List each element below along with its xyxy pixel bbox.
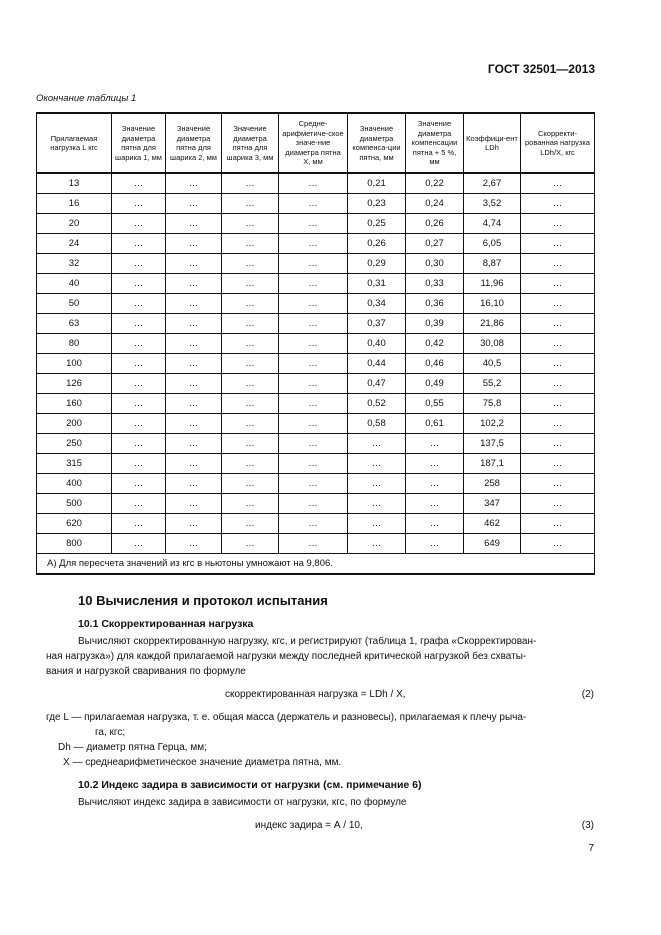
table-cell: … <box>166 294 222 314</box>
table-cell: … <box>222 173 279 194</box>
table-cell: … <box>222 414 279 434</box>
table-cell: 0,39 <box>406 314 464 334</box>
table-row <box>37 214 595 234</box>
table-cell: … <box>166 494 222 514</box>
table-cell: … <box>166 234 222 254</box>
paragraph: ная нагрузка») для каждой прилагаемой нагрузки между последней критической нагрузкой без схваты- <box>46 651 527 662</box>
table-cell: … <box>521 434 595 454</box>
column-header: Значение диаметра пятна для шарика 1, мм <box>112 113 166 173</box>
table-row <box>37 254 595 274</box>
table-cell: … <box>348 454 406 474</box>
table-cell: … <box>222 354 279 374</box>
table-cell: … <box>348 534 406 554</box>
table-cell: 102,2 <box>464 414 521 434</box>
subsection-title: 10.1 Скорректированная нагрузка <box>78 618 254 630</box>
table-cell: … <box>222 194 279 214</box>
formula-number: (2) <box>581 689 594 700</box>
formula-row <box>36 687 594 702</box>
table-cell: 0,46 <box>406 354 464 374</box>
table-cell: … <box>279 374 348 394</box>
table-row <box>37 374 595 394</box>
table-row <box>37 494 595 514</box>
table-cell: … <box>521 194 595 214</box>
table-cell: 126 <box>37 374 112 394</box>
table-cell: … <box>279 173 348 194</box>
table-cell: … <box>521 314 595 334</box>
table-cell: … <box>112 534 166 554</box>
table-cell: 0,47 <box>348 374 406 394</box>
table-cell: 0,31 <box>348 274 406 294</box>
table-row <box>37 314 595 334</box>
document-header: ГОСТ 32501—2013 <box>487 62 595 76</box>
table-cell: … <box>521 294 595 314</box>
table-cell: … <box>279 194 348 214</box>
table-cell: 13 <box>37 173 112 194</box>
table-cell: 75,8 <box>464 394 521 414</box>
table-cell: … <box>222 434 279 454</box>
table-row <box>37 334 595 354</box>
table-cell: 200 <box>37 414 112 434</box>
table-cell: … <box>166 414 222 434</box>
table-cell: … <box>222 234 279 254</box>
table-cell: … <box>279 294 348 314</box>
table-cell: 80 <box>37 334 112 354</box>
table-cell: … <box>112 254 166 274</box>
table-cell: … <box>222 294 279 314</box>
table-cell: … <box>406 454 464 474</box>
table-cell: … <box>521 534 595 554</box>
table-cell: 30,08 <box>464 334 521 354</box>
table-cell: … <box>112 434 166 454</box>
definition: X — среднеарифметическое значение диаметра пятна, мм. <box>63 757 342 768</box>
table-cell: 3,52 <box>464 194 521 214</box>
table-cell: … <box>166 374 222 394</box>
table-cell: … <box>112 354 166 374</box>
table-cell: 4,74 <box>464 214 521 234</box>
column-header: Скорректи-рованная нагрузка LDh/X, кгс <box>521 113 595 173</box>
table-cell: 315 <box>37 454 112 474</box>
table-cell: … <box>222 514 279 534</box>
table-cell: … <box>112 194 166 214</box>
table-cell: 0,26 <box>348 234 406 254</box>
table-cell: 620 <box>37 514 112 534</box>
table-cell: … <box>279 214 348 234</box>
table-cell: … <box>112 374 166 394</box>
table-cell: 160 <box>37 394 112 414</box>
table-cell: … <box>222 394 279 414</box>
table-cell: … <box>279 414 348 434</box>
table-cell: 0,23 <box>348 194 406 214</box>
table-cell: … <box>166 173 222 194</box>
data-table <box>36 112 595 575</box>
table-cell: 0,49 <box>406 374 464 394</box>
document-body <box>36 112 594 856</box>
table-cell: … <box>112 274 166 294</box>
table-row <box>37 173 595 194</box>
formula-number: (3) <box>581 820 594 831</box>
table-cell: … <box>222 254 279 274</box>
table-cell: … <box>521 334 595 354</box>
table-cell: … <box>112 454 166 474</box>
table-cell: … <box>222 494 279 514</box>
table-cell: 8,87 <box>464 254 521 274</box>
table-cell: … <box>406 434 464 454</box>
table-cell: … <box>521 454 595 474</box>
definition: Dh — диаметр пятна Герца, мм; <box>58 742 207 753</box>
table-cell: … <box>166 514 222 534</box>
table-cell: 462 <box>464 514 521 534</box>
table-row <box>37 294 595 314</box>
table-cell: … <box>112 414 166 434</box>
table-cell: … <box>166 474 222 494</box>
table-cell: … <box>279 534 348 554</box>
table-cell: 0,30 <box>406 254 464 274</box>
column-header: Значение диаметра компенса-ции пятна, мм <box>348 113 406 173</box>
column-header: Коэффици-ент LDh <box>464 113 521 173</box>
table-cell: 0,36 <box>406 294 464 314</box>
section-title: 10 Вычисления и протокол испытания <box>78 593 328 608</box>
table-row <box>37 394 595 414</box>
table-cell: … <box>166 314 222 334</box>
table-cell: … <box>166 214 222 234</box>
table-cell: … <box>521 494 595 514</box>
definition: га, кгс; <box>95 727 126 738</box>
table-cell: … <box>112 394 166 414</box>
table-cell: 258 <box>464 474 521 494</box>
table-cell: … <box>112 514 166 534</box>
page-number: 7 <box>588 843 594 854</box>
table-cell: 0,25 <box>348 214 406 234</box>
table-row <box>37 414 595 434</box>
table-cell: 0,34 <box>348 294 406 314</box>
table-cell: 500 <box>37 494 112 514</box>
table-cell: … <box>222 314 279 334</box>
table-cell: … <box>279 254 348 274</box>
table-cell: 20 <box>37 214 112 234</box>
table-cell: … <box>521 514 595 534</box>
table-row <box>37 454 595 474</box>
table-cell: 0,37 <box>348 314 406 334</box>
table-cell: … <box>112 173 166 194</box>
table-cell: … <box>521 414 595 434</box>
table-cell: 0,21 <box>348 173 406 194</box>
table-cell: 137,5 <box>464 434 521 454</box>
table-cell: … <box>112 494 166 514</box>
table-cell: … <box>521 474 595 494</box>
table-cell: 0,27 <box>406 234 464 254</box>
table-cell: … <box>166 534 222 554</box>
table-cell: 0,24 <box>406 194 464 214</box>
table-cell: … <box>112 334 166 354</box>
table-cell: … <box>222 474 279 494</box>
table-cell: … <box>348 434 406 454</box>
table-cell: 11,96 <box>464 274 521 294</box>
paragraph: Вычисляют индекс задира в зависимости от нагрузки, кгс, по формуле <box>78 797 407 808</box>
table-cell: 250 <box>37 434 112 454</box>
table-cell: … <box>112 314 166 334</box>
table-cell: 0,55 <box>406 394 464 414</box>
table-cell: … <box>112 294 166 314</box>
table-cell: … <box>521 274 595 294</box>
table-cell: … <box>406 474 464 494</box>
table-cell: 16 <box>37 194 112 214</box>
table-cell: … <box>222 274 279 294</box>
table-cell: 50 <box>37 294 112 314</box>
table-cell: 0,40 <box>348 334 406 354</box>
table-cell: 32 <box>37 254 112 274</box>
table-cell: … <box>279 514 348 534</box>
paragraph: Вычисляют скорректированную нагрузку, кгс, и регистрируют (таблица 1, графа «Скорректирован- <box>78 636 537 647</box>
table-cell: … <box>222 534 279 554</box>
table-cell: 40,5 <box>464 354 521 374</box>
table-row <box>37 274 595 294</box>
formula: скорректированная нагрузка = LDh / X, <box>225 689 406 700</box>
table-cell: 100 <box>37 354 112 374</box>
table-cell: … <box>166 354 222 374</box>
column-header: Средне-арифметиче-ское значе-ние диаметра пятна X, мм <box>279 113 348 173</box>
table-cell: … <box>166 254 222 274</box>
table-cell: … <box>521 254 595 274</box>
formula: индекс задира = А / 10, <box>255 820 363 831</box>
table-cell: … <box>279 334 348 354</box>
table-cell: … <box>279 434 348 454</box>
table-cell: 0,29 <box>348 254 406 274</box>
table-row <box>37 474 595 494</box>
table-cell: … <box>222 214 279 234</box>
table-cell: … <box>521 234 595 254</box>
table-cell: … <box>279 314 348 334</box>
table-cell: 0,33 <box>406 274 464 294</box>
table-cell: 63 <box>37 314 112 334</box>
table-cell: … <box>166 194 222 214</box>
table-row <box>37 354 595 374</box>
table-cell: 0,52 <box>348 394 406 414</box>
table-cell: 347 <box>464 494 521 514</box>
paragraph: вания и нагрузкой сваривания по формуле <box>46 666 246 677</box>
table-cell: … <box>521 214 595 234</box>
table-cell: 16,10 <box>464 294 521 314</box>
table-cell: … <box>279 474 348 494</box>
table-cell: 0,61 <box>406 414 464 434</box>
table-row <box>37 434 595 454</box>
table-cell: … <box>112 214 166 234</box>
table-cell: … <box>406 514 464 534</box>
column-header: Значение диаметра пятна для шарика 3, мм <box>222 113 279 173</box>
table-cell: … <box>166 454 222 474</box>
table-cell: … <box>348 514 406 534</box>
table-cell: 6,05 <box>464 234 521 254</box>
table-cell: 21,86 <box>464 314 521 334</box>
table-cell: … <box>279 394 348 414</box>
table-row <box>37 194 595 214</box>
table-cell: 0,22 <box>406 173 464 194</box>
table-cell: 0,42 <box>406 334 464 354</box>
table-cell: … <box>222 454 279 474</box>
table-caption: Окончание таблицы 1 <box>36 93 137 104</box>
table-cell: … <box>348 474 406 494</box>
table-cell: 800 <box>37 534 112 554</box>
table-cell: … <box>112 234 166 254</box>
table-cell: 0,44 <box>348 354 406 374</box>
column-header: Значение диаметра компенсации пятна + 5 %, мм <box>406 113 464 173</box>
table-cell: … <box>348 494 406 514</box>
table-row <box>37 514 595 534</box>
table-cell: 0,26 <box>406 214 464 234</box>
table-cell: … <box>222 334 279 354</box>
table-cell: … <box>279 234 348 254</box>
table-cell: … <box>279 494 348 514</box>
table-cell: … <box>166 334 222 354</box>
table-cell: 649 <box>464 534 521 554</box>
subsection-title: 10.2 Индекс задира в зависимости от нагрузки (см. примечание 6) <box>78 779 422 791</box>
table-footnote: А) Для пересчета значений из кгс в ньютоны умножают на 9,806. <box>37 554 595 575</box>
table-cell: … <box>406 534 464 554</box>
table-cell: … <box>112 474 166 494</box>
table-cell: … <box>521 394 595 414</box>
table-row <box>37 534 595 554</box>
table-cell: 24 <box>37 234 112 254</box>
table-cell: … <box>521 173 595 194</box>
table-cell: 2,67 <box>464 173 521 194</box>
table-cell: … <box>279 454 348 474</box>
table-cell: … <box>222 374 279 394</box>
table-cell: … <box>166 434 222 454</box>
table-cell: 0,58 <box>348 414 406 434</box>
table-cell: … <box>406 494 464 514</box>
table-cell: 187,1 <box>464 454 521 474</box>
table-cell: 400 <box>37 474 112 494</box>
formula-row <box>36 818 594 833</box>
table-cell: 40 <box>37 274 112 294</box>
column-header: Прилагаемая нагрузка L кгс <box>37 113 112 173</box>
table-cell: … <box>279 354 348 374</box>
table-cell: … <box>521 374 595 394</box>
table-row <box>37 234 595 254</box>
table-cell: … <box>166 274 222 294</box>
table-cell: 55,2 <box>464 374 521 394</box>
table-cell: … <box>279 274 348 294</box>
table-cell: … <box>166 394 222 414</box>
column-header: Значение диаметра пятна для шарика 2, мм <box>166 113 222 173</box>
table-cell: … <box>521 354 595 374</box>
definition: где L — прилагаемая нагрузка, т. е. общая масса (держатель и разновесы), прилагаемая к плечу рыча- <box>46 712 527 723</box>
